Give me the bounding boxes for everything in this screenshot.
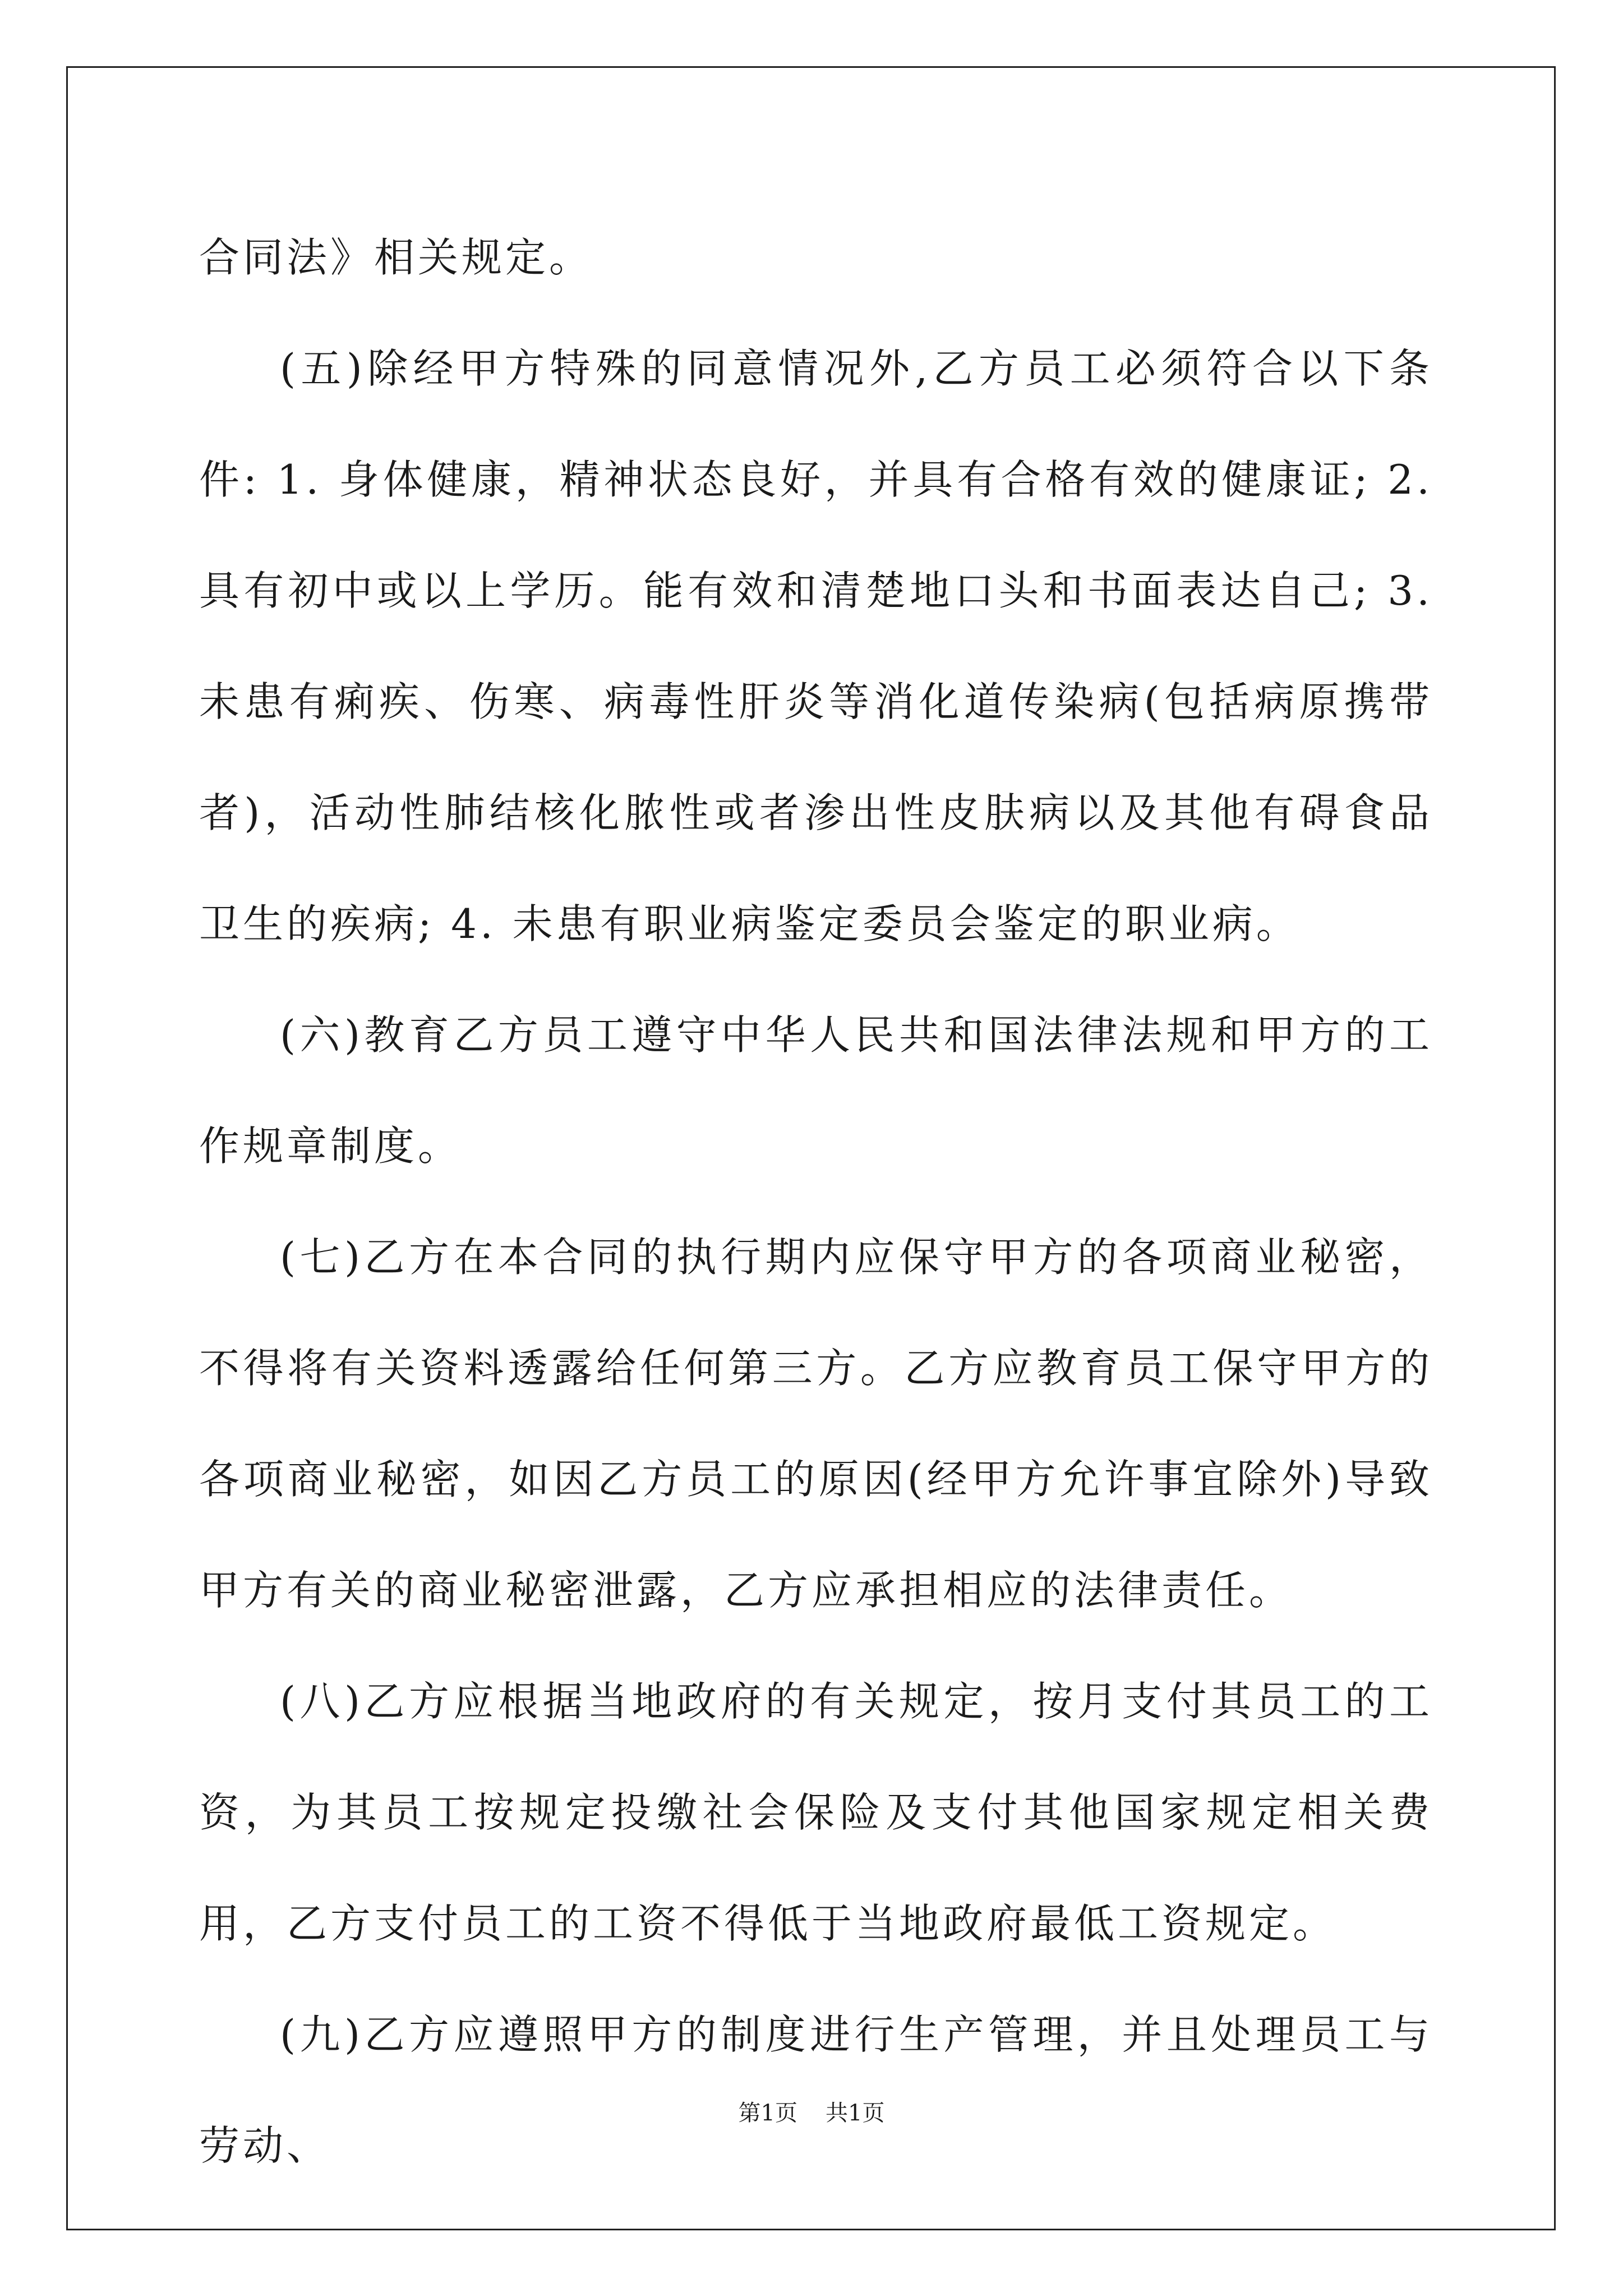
document-body: [199, 202, 1433, 2201]
paragraph-6: (九)乙方应遵照甲方的制度进行生产管理，并且处理员工与劳动、: [199, 2011, 1433, 2169]
page-total: 共1页: [826, 2100, 885, 2126]
paragraph-1: 合同法》相关规定。: [199, 234, 593, 281]
page-number: 第1页: [738, 2100, 797, 2126]
paragraph-4: (七)乙方在本合同的执行期内应保守甲方的各项商业秘密，不得将有关资料透露给任何第三方。乙方应教育员工保守甲方的各项商业秘密，如因乙方员工的原因(经甲方允许事宜除外)导致甲方有关的商业秘密泄露，乙方应承担相应的法律责任。: [199, 1234, 1433, 1614]
paragraph-2: (五)除经甲方特殊的同意情况外,乙方员工必须符合以下条件: 1. 身体健康，精神状态良好，并具有合格有效的健康证; 2. 具有初中或以上学历。能有效和清楚地口头和书面表达自己; 3. 未患有痢疾、伤寒、病毒性肝炎等消化道传染病(包括病原携带者)，活动性肺结核化脓性或者渗出性皮肤病以及其他有碍食品卫生的疾病; 4. 未患有职业病鉴定委员会鉴定的职业病。: [199, 345, 1433, 947]
paragraph-5: (八)乙方应根据当地政府的有关规定，按月支付其员工的工资，为其员工按规定投缴社会保险及支付其他国家规定相关费用，乙方支付员工的工资不得低于当地政府最低工资规定。: [199, 1678, 1433, 1947]
page-footer: [0, 2099, 1623, 2127]
paragraph-3: (六)教育乙方员工遵守中华人民共和国法律法规和甲方的工作规章制度。: [199, 1011, 1433, 1170]
